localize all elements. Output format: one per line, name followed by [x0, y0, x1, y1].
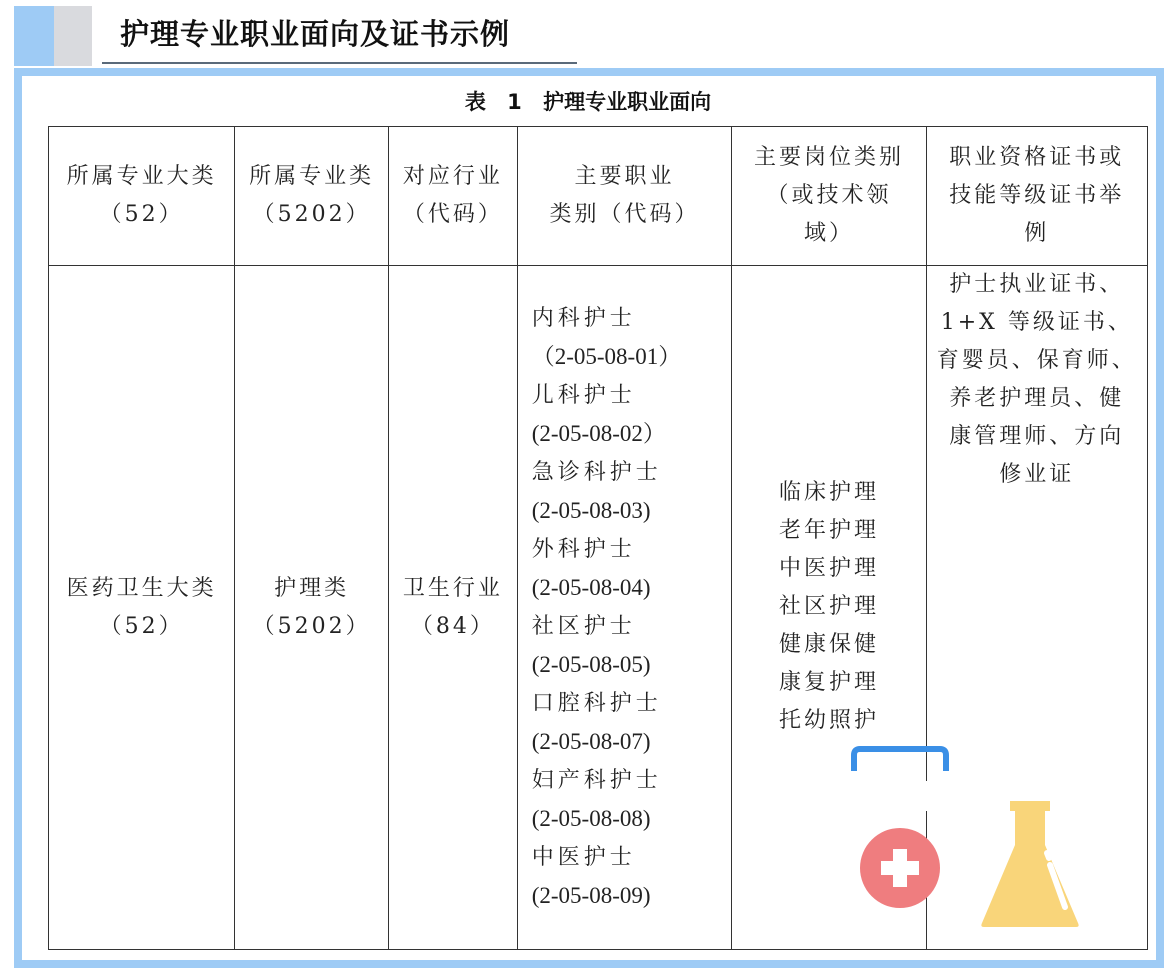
header-row: [49, 127, 1148, 266]
cell-occupations: [517, 266, 732, 950]
occupation-name: 急诊科护士: [531, 459, 662, 485]
occupation-code: (2-05-08-03): [531, 498, 651, 523]
page-title: 护理专业职业面向及证书示例: [120, 17, 511, 51]
cell-category: 医药卫生大类 （52）: [49, 266, 235, 950]
title-accent-gray: [54, 6, 92, 66]
header-subcategory: 所属专业类 （5202）: [235, 127, 389, 266]
position-item: 老年护理: [778, 518, 879, 543]
table-caption: 表 1 护理专业职业面向: [464, 90, 712, 114]
occupation-name: 中医护士: [531, 844, 636, 870]
header-industry: 对应行业 （代码）: [388, 127, 517, 266]
header-certificate: 职业资格证书或 技能等级证书举 例: [926, 127, 1147, 266]
header-position: 主要岗位类别 （或技术领 域）: [732, 127, 926, 266]
certificate-line: 养老护理员、健: [949, 386, 1125, 411]
header-occupation: 主要职业 类别（代码）: [517, 127, 732, 266]
occupation-name: 妇产科护士: [531, 767, 662, 793]
title-underline: [102, 62, 577, 64]
position-item: 中医护理: [778, 556, 879, 581]
occupation-name: 内科护士: [531, 305, 636, 331]
occupation-code: (2-05-08-08): [531, 806, 651, 831]
occupation-code: (2-05-08-04): [531, 575, 651, 600]
certificate-line: 康管理师、方向: [949, 424, 1125, 449]
certificate-line: 1+X 等级证书、: [940, 310, 1133, 335]
occupation-name: 儿科护士: [531, 382, 636, 408]
header-category: 所属专业大类 （52）: [49, 127, 235, 266]
cross-horizontal-bar: [881, 861, 919, 875]
title-accent-block: [14, 6, 54, 66]
cell-industry: 卫生行业 （84）: [388, 266, 517, 950]
occupation-code: (2-05-08-02）: [531, 421, 666, 446]
occupation-name: 外科护士: [531, 536, 636, 562]
position-item: 托幼照护: [778, 708, 879, 733]
medical-decoration: [810, 745, 1110, 945]
kit-handle-icon: [854, 749, 946, 771]
cell-subcategory: 护理类 （5202）: [235, 266, 389, 950]
occupation-code: (2-05-08-07): [531, 729, 651, 754]
occupation-code: (2-05-08-05): [531, 652, 651, 677]
occupation-name: 口腔科护士: [531, 690, 662, 716]
certificate-line: 修业证: [999, 462, 1075, 487]
occupation-name: 社区护士: [531, 613, 636, 639]
certificate-line: 护士执业证书、: [949, 272, 1125, 297]
occupation-code: （2-05-08-01）: [531, 344, 682, 369]
position-item: 社区护理: [778, 594, 879, 619]
position-item: 临床护理: [778, 480, 879, 505]
kit-lid-backdrop: [810, 781, 990, 811]
position-item: 健康保健: [778, 632, 879, 657]
flask-icon: [981, 801, 1078, 927]
certificate-line: 育婴员、保育师、: [936, 348, 1137, 373]
position-item: 康复护理: [778, 670, 879, 695]
occupation-code: (2-05-08-09): [531, 883, 651, 908]
